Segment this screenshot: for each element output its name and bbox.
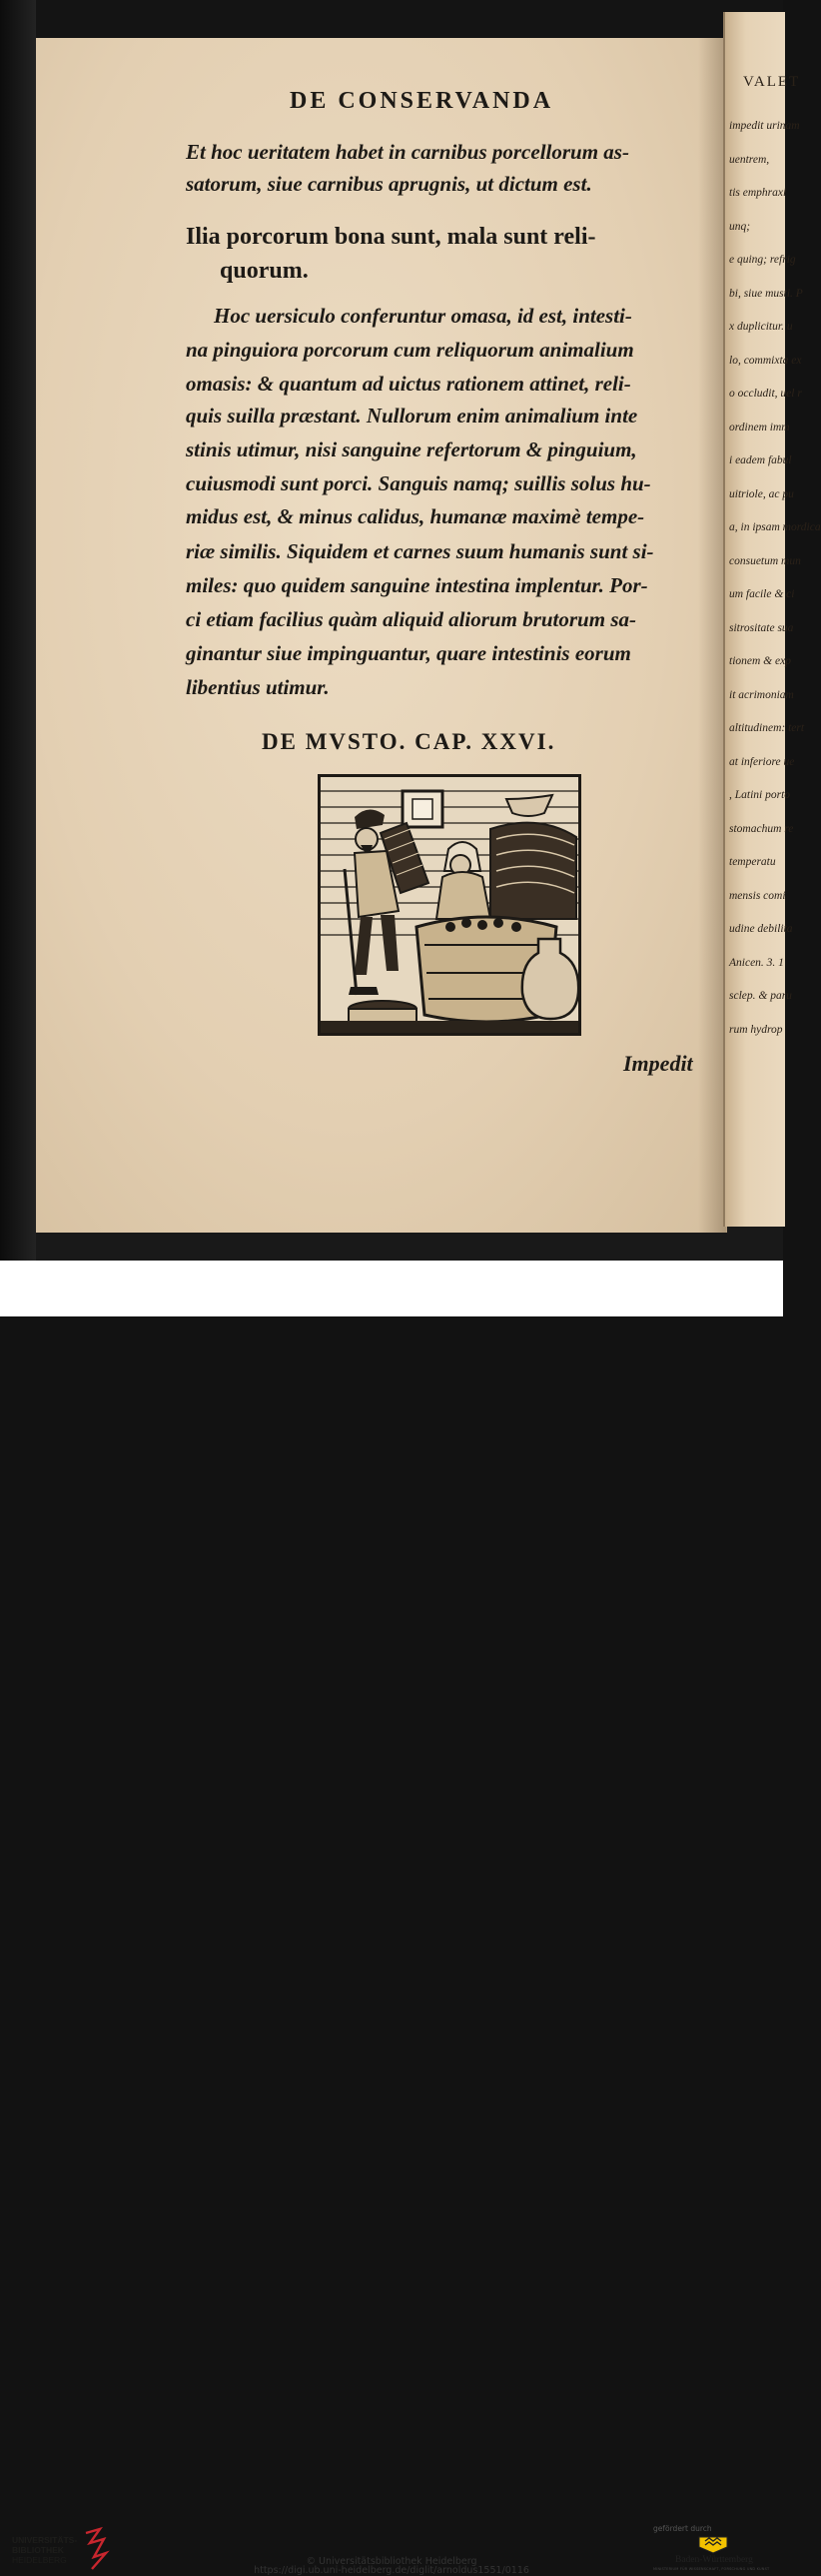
next-page-text-fragment: Anicen. 3. 1 [729, 956, 784, 969]
ministry-name: MINISTERIUM FÜR WISSENSCHAFT, FORSCHUNG UND KUNST [653, 2567, 770, 2571]
next-page-text-fragment: um facile & ci [729, 588, 795, 600]
text-line: midus est, & minus calidus, humanæ maximè tempe- [186, 504, 645, 528]
text-line: libentius utimur. [186, 675, 330, 699]
next-page-text-fragment: uitriole, ac pu [729, 487, 794, 500]
text-line: miles: quo quidem sanguine intestina implentur. Por- [186, 573, 648, 597]
next-page-text-fragment: unq; [729, 220, 751, 233]
next-page-text-fragment: uentrem, [729, 153, 770, 166]
next-page-text-fragment: bi, siue musti. P [729, 287, 803, 300]
next-page-text-fragment: mensis comi [729, 889, 786, 902]
page-gutter-shadow [698, 38, 726, 1233]
next-page-running-head: VALET [743, 74, 801, 90]
text-line: Et hoc ueritatem habet in carnibus porcellorum as- [186, 140, 629, 164]
next-page-text-fragment: sitrositate sua [729, 621, 794, 634]
funding-label: gefördert durch [653, 2524, 712, 2533]
next-page-text-fragment: stomachum re [729, 822, 794, 835]
next-page-text-fragment: rum hydrop [729, 1023, 783, 1036]
next-page-text-fragment: x duplicitur. u [729, 321, 793, 333]
text-line: ci etiam facilius quàm aliquid aliorum brutorum sa- [186, 607, 636, 631]
text-line: quis suilla præstant. Nullorum enim animalium inte [186, 404, 638, 428]
text-line: Hoc uersiculo conferuntur omasa, id est, intesti- [214, 304, 632, 328]
scanner-background-top [0, 0, 783, 40]
viewer-footer [0, 1261, 783, 2576]
scanner-background-left [0, 0, 36, 1261]
running-head: DE CONSERVANDA [290, 88, 554, 114]
next-page-text-fragment: sclep. & paru [729, 990, 792, 1002]
next-page-text-fragment: e quing; refrig [729, 254, 796, 266]
text-line: ginantur siue impinguantur, quare intestinis eorum [186, 641, 631, 665]
next-page-text-fragment: at inferiore ue [729, 755, 795, 768]
next-page-text-fragment: a, in ipsam mordica [729, 521, 821, 533]
scanned-book-spread [0, 0, 821, 1261]
text-line: quorum. [220, 258, 309, 284]
next-page-text-fragment: o occludit, uel r [729, 388, 802, 400]
text-line: cuiusmodi sunt porci. Sanguis namq; suillis solus hu- [186, 471, 651, 495]
next-page-text-fragment: udine debilita [729, 923, 793, 935]
institution-line-2: BIBLIOTHEK [12, 2545, 64, 2555]
next-page-text-fragment: , Latini porto [729, 789, 791, 801]
text-line: riæ similis. Siquidem et carnes suum humanis sunt si- [186, 539, 654, 563]
state-name: Baden-Württemberg [675, 2555, 753, 2565]
next-page-text-fragment: lo, commixta ex [729, 354, 802, 367]
text-line: stinis utimur, nisi sanguine refertorum & pinguium, [186, 437, 637, 461]
next-page-text-fragment: consuetum mun [729, 554, 801, 567]
next-page-text-fragment: tionem & exp [729, 655, 791, 667]
text-line: omasis: & quantum ad uictus rationem attinet, reli- [186, 372, 631, 396]
next-page-text-fragment: it acrimoniam [729, 688, 794, 701]
text-line: na pinguiora porcorum cum reliquorum animalium [186, 338, 634, 362]
permalink-url[interactable]: https://digi.ub.uni-heidelberg.de/diglit/arnoldus1551/0116 [254, 2565, 529, 2576]
woodcut-illustration-wine-pressing [318, 774, 581, 1036]
catchword: Impedit [623, 1051, 693, 1076]
institution-line-1: UNIVERSITÄTS- [12, 2535, 78, 2545]
next-page-text-fragment: impedit urinam [729, 120, 800, 132]
text-line: satorum, siue carnibus aprugnis, ut dictum est. [186, 172, 592, 196]
next-page-text-fragment: i eadem fabul [729, 454, 792, 466]
copyright-notice: © Universitätsbibliothek Heidelberg [306, 2556, 477, 2567]
text-line: Ilia porcorum bona sunt, mala sunt reli- [186, 224, 596, 250]
next-page-text-fragment: altitudinem: tert [729, 722, 805, 734]
next-page-text-fragment: tis emphraxi [729, 187, 787, 199]
institution-line-3: HEIDELBERG [12, 2555, 67, 2565]
next-page-text-fragment: ordinem imm [729, 421, 790, 433]
next-page-text-fragment: temperatu [729, 856, 776, 868]
book-page-right-edge [723, 12, 821, 1227]
chapter-heading: DE MVSTO. CAP. XXVI. [262, 729, 556, 754]
